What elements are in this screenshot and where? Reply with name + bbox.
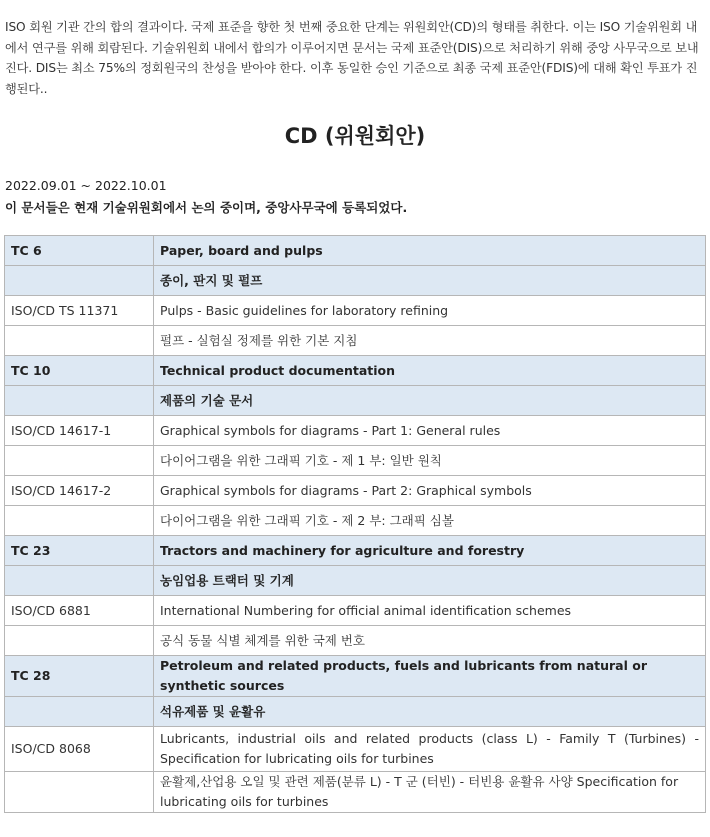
committee-title: Petroleum and related products, fuels and lubricants from natural or synthetic sources <box>154 656 706 697</box>
document-code <box>5 506 154 536</box>
document-row <box>5 626 706 656</box>
committee-row <box>5 386 706 416</box>
document-title: International Numbering for official animal identification schemes <box>154 596 706 626</box>
document-title: 펄프 - 실험실 정제를 위한 기본 지침 <box>154 326 706 356</box>
committee-code: TC 10 <box>5 356 154 386</box>
committee-row <box>5 656 706 697</box>
committee-code <box>5 386 154 416</box>
committee-title: 농임업용 트랙터 및 기계 <box>154 566 706 596</box>
committee-code: TC 6 <box>5 236 154 266</box>
document-code <box>5 326 154 356</box>
committee-row <box>5 697 706 727</box>
document-title: Graphical symbols for diagrams - Part 1: General rules <box>154 416 706 446</box>
document-row <box>5 416 706 446</box>
committee-title: 종이, 판지 및 펄프 <box>154 266 706 296</box>
committee-row <box>5 566 706 596</box>
committee-code: TC 28 <box>5 656 154 697</box>
committee-code <box>5 266 154 296</box>
document-row <box>5 326 706 356</box>
document-title: Lubricants, industrial oils and related products (class L) - Family T (Turbines) - Specification for lubricating oils for turbines <box>154 727 706 772</box>
document-row <box>5 727 706 772</box>
document-code: ISO/CD TS 11371 <box>5 296 154 326</box>
committee-title: Paper, board and pulps <box>154 236 706 266</box>
committee-row <box>5 536 706 566</box>
date-range: 2022.09.01 ~ 2022.10.01 <box>5 178 167 193</box>
page-title: CD (위원회안) <box>284 124 426 148</box>
committee-code <box>5 697 154 727</box>
committee-title: Tractors and machinery for agriculture and forestry <box>154 536 706 566</box>
document-code: ISO/CD 14617-2 <box>5 476 154 506</box>
document-row <box>5 772 706 813</box>
committee-code: TC 23 <box>5 536 154 566</box>
document-title: Pulps - Basic guidelines for laboratory refining <box>154 296 706 326</box>
committee-row <box>5 236 706 266</box>
standards-table-body <box>5 236 706 813</box>
committee-title: 제품의 기술 문서 <box>154 386 706 416</box>
document-title: Graphical symbols for diagrams - Part 2: Graphical symbols <box>154 476 706 506</box>
document-title: 다이어그램을 위한 그래픽 기호 - 제 1 부: 일반 원칙 <box>154 446 706 476</box>
intro-paragraph: ISO 회원 기관 간의 합의 결과이다. 국제 표준을 향한 첫 번째 중요한 단계는 위원회안(CD)의 형태를 취한다. 이는 ISO 기술위원회 내에서 연구를 위해 회람된다. 기술위원회 내에서 합의가 이루어지면 문서는 국제 표준안(DIS)으로 처리하기 위해 중앙 사무국으로 보내진다. DIS는 최소 75%의 정회원국의 찬성을 받아야 한다. 이후 동일한 승인 기준으로 최종 국제 표준안(FDIS)에 대해 확인 투표가 진행된다.. <box>5 20 699 96</box>
document-code <box>5 446 154 476</box>
document-code <box>5 772 154 813</box>
document-code: ISO/CD 8068 <box>5 727 154 772</box>
standards-table <box>4 235 706 813</box>
committee-row <box>5 266 706 296</box>
document-code: ISO/CD 14617-1 <box>5 416 154 446</box>
document-row <box>5 596 706 626</box>
status-note: 이 문서들은 현재 기술위원회에서 논의 중이며, 중앙사무국에 등록되었다. <box>5 200 408 215</box>
document-code <box>5 626 154 656</box>
committee-row <box>5 356 706 386</box>
document-title: 다이어그램을 위한 그래픽 기호 - 제 2 부: 그래픽 심볼 <box>154 506 706 536</box>
committee-code <box>5 566 154 596</box>
document-title: 윤활제,산업용 오일 및 관련 제품(분류 L) - T 군 (터빈) - 터빈용 윤활유 사양 Specification for lubricating oils for turbines <box>154 772 706 813</box>
committee-title: Technical product documentation <box>154 356 706 386</box>
document-row <box>5 476 706 506</box>
document-code: ISO/CD 6881 <box>5 596 154 626</box>
committee-title: 석유제품 및 윤활유 <box>154 697 706 727</box>
document-title: 공식 동물 식별 체계를 위한 국제 번호 <box>154 626 706 656</box>
document-row <box>5 506 706 536</box>
document-row <box>5 446 706 476</box>
document-row <box>5 296 706 326</box>
